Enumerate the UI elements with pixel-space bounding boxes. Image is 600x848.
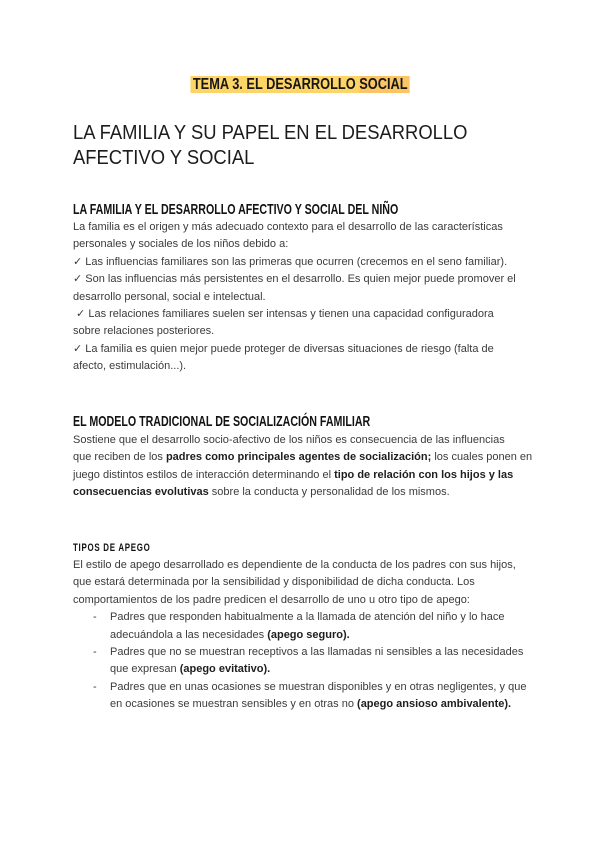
list-item — [73, 679, 526, 714]
text-line: comportamientos de los padre predicen el desarrollo de uno u otro tipo de apego: — [73, 593, 470, 606]
text-line — [110, 661, 526, 678]
section-heading: LA FAMILIA Y EL DESARROLLO AFECTIVO Y SOCIAL DEL NIÑO — [73, 201, 399, 218]
subsection-heading: TIPOS DE APEGO — [73, 542, 151, 554]
text-run: en ocasiones se muestran sensibles y en otras no — [110, 698, 358, 711]
text-run: juego distintos estilos de interacción determinando el — [73, 468, 335, 481]
text-line: El estilo de apego desarrollado es dependiente de la conducta de los padres con sus hijos, — [73, 559, 516, 571]
text-line: desarrollo personal, social e intelectual. — [73, 290, 266, 303]
list-bullet: - — [93, 611, 97, 624]
title-highlight-main: TEMA 3. EL DESARROLLO — [190, 76, 359, 93]
attachment-types-list — [73, 609, 526, 713]
paragraph — [73, 219, 516, 376]
chapter-heading-line: AFECTIVO Y SOCIAL — [73, 147, 255, 169]
text-line: personales y sociales de los niños debido a: — [73, 238, 289, 251]
list-item — [73, 609, 526, 644]
text-line: que estará determinada por la sensibilidad y disponibilidad de dicha conducta. Los — [73, 576, 475, 589]
bold-text: (apego evitativo). — [179, 663, 271, 676]
checklist-line: ✓ Las influencias familiares son las primeras que ocurren (crecemos en el seno familiar). — [73, 255, 508, 268]
bold-text: (apego ansioso ambivalente). — [357, 698, 512, 711]
text-line: Sostiene que el desarrollo socio-afectivo de los niños es consecuencia de las influencias — [73, 434, 505, 446]
text-line: Padres que responden habitualmente a la llamada de atención del niño y lo hace — [110, 611, 505, 624]
section-heading: EL MODELO TRADICIONAL DE SOCIALIZACIÓN FAMILIAR — [73, 413, 371, 430]
list-item — [73, 644, 526, 679]
text-run: adecuándola a las necesidades — [110, 628, 268, 641]
list-bullet: - — [93, 680, 97, 693]
paragraph — [73, 432, 532, 502]
text-line: Padres que en unas ocasiones se muestran disponibles y en otras negligentes, y que — [110, 680, 527, 693]
chapter-heading — [73, 121, 502, 171]
text-line — [110, 627, 526, 644]
text-line: La familia es el origen y más adecuado contexto para el desarrollo de las características — [73, 221, 503, 233]
checklist-line: ✓ Son las influencias más persistentes en el desarrollo. Es quien mejor puede promover el — [73, 273, 516, 286]
text-run: que reciben de los — [73, 451, 166, 464]
bold-text: tipo de relación con los hijos y las — [334, 468, 514, 481]
bold-text: (apego seguro). — [267, 628, 350, 641]
chapter-heading-line: LA FAMILIA Y SU PAPEL EN EL DESARROLLO — [73, 122, 468, 144]
bold-text: padres como principales agentes de socialización; — [165, 451, 432, 464]
text-line: afecto, estimulación...). — [73, 360, 187, 373]
checklist-line: ✓ La familia es quien mejor puede proteger de diversas situaciones de riesgo (falta de — [73, 342, 494, 355]
list-bullet: - — [93, 645, 97, 658]
text-line — [110, 696, 526, 713]
text-line — [73, 467, 532, 484]
paragraph — [73, 557, 526, 714]
text-line: sobre relaciones posteriores. — [73, 325, 215, 338]
checklist-line: ✓ Las relaciones familiares suelen ser intensas y tienen una capacidad configuradora — [73, 307, 494, 320]
title-bar — [0, 74, 600, 95]
text-line: Padres que no se muestran receptivos a las llamadas ni sensibles a las necesidades — [110, 645, 524, 658]
title-highlight-accent: SOCIAL — [359, 76, 410, 93]
text-line — [73, 449, 532, 466]
text-run: que expresan — [110, 663, 180, 676]
text-line — [73, 484, 532, 501]
text-run: los cuales ponen en — [431, 451, 533, 464]
text-run: sobre la conducta y personalidad de los mismos. — [208, 486, 450, 499]
document-title — [190, 74, 410, 95]
bold-text: consecuencias evolutivas — [73, 486, 209, 499]
